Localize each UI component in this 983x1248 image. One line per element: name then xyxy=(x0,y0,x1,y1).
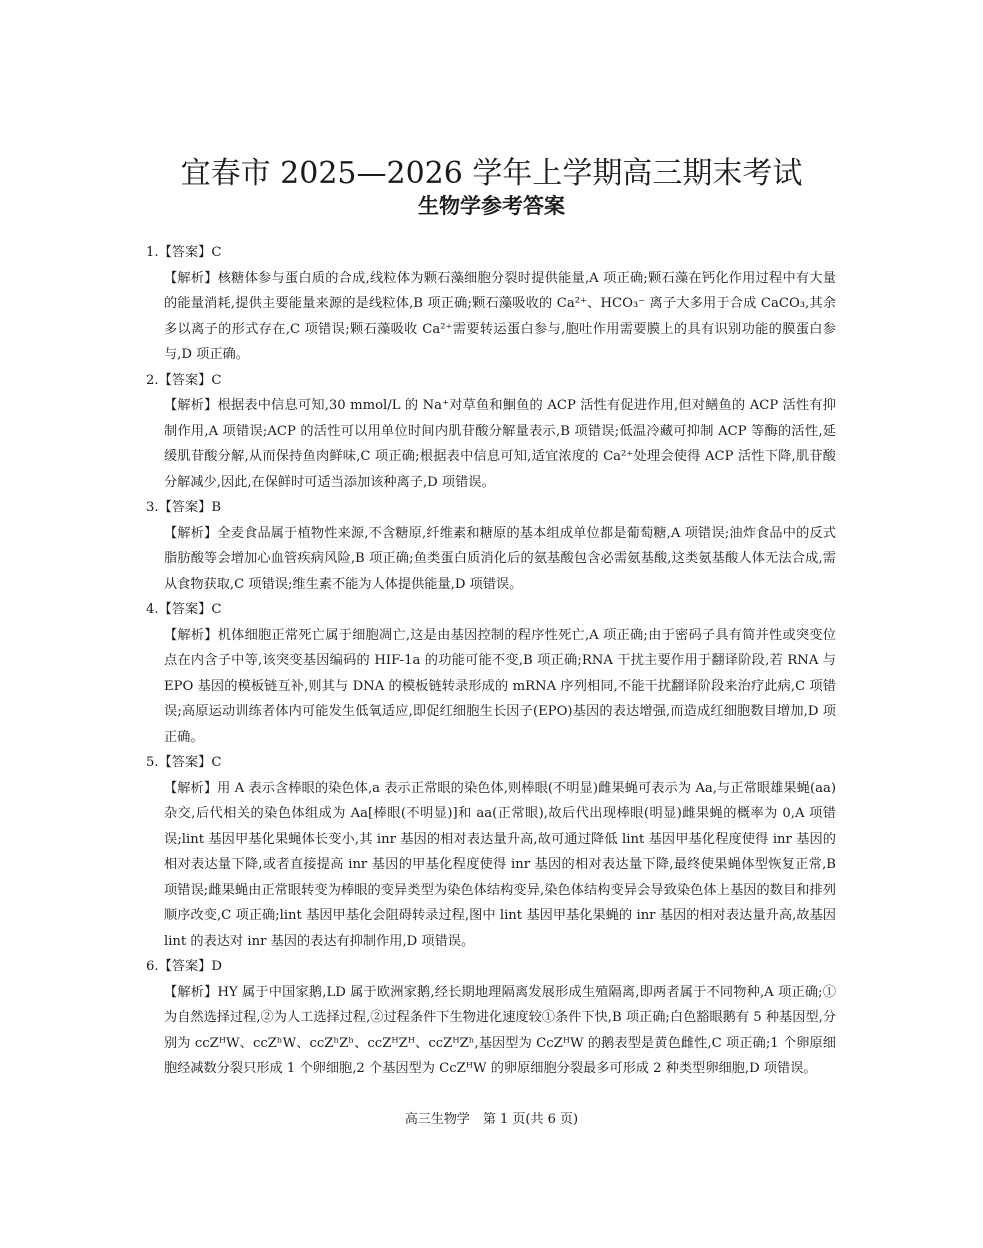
page-title: 宜春市 2025—2026 学年上学期高三期末考试 xyxy=(180,156,803,191)
explanation-text: 【解析】根据表中信息可知,30 mmol/L 的 Na⁺对草鱼和鮰鱼的 ACP 活性有促进作用,但对鳝鱼的 ACP 活性有抑制作用,A 项错误;ACP 的活性可以用单位时间内肌苷酸分解量表示,B 项错误;低温冷藏可抑制 ACP 等酶的活性,延缓肌苷酸分解,从而保持鱼肉鲜味,C 项正确;根据表中信息可知,适宜浓度的 Ca²⁺处理会使得 ACP 活性下降,肌苷酸分解减少,因此,在保鲜时可适当添加该种离子,D 项错误。 xyxy=(164,398,836,490)
page-subtitle: 生物学参考答案 xyxy=(418,194,565,218)
explanation-text: 【解析】HY 属于中国家鹅,LD 属于欧洲家鹅,经长期地理隔离发展形成生殖隔离,即两者属于不同物种,A 项正确;①为自然选择过程,②为人工选择过程,②过程条件下生物进化速度较①条件下快,B 项正确;白色豁眼鹅有 5 种基因型,分别为 ccZᴴW、ccZʰW、ccZʰZʰ、ccZᴴZᴴ、ccZᴴZʰ,基因型为 CcZᴴW 的鹅表型是黄色雌性,C 项正确;1 个卵原细胞经减数分裂只形成 1 个卵细胞,2 个基因型为 CcZᴴW 的卵原细胞分裂最多可形成 2 种类型卵细胞,D 项错误。 xyxy=(164,984,836,1076)
answer-line: 1.【答案】C xyxy=(146,245,222,260)
explanation-text: 【解析】全麦食品属于植物性来源,不含糖原,纤维素和糖原的基本组成单位都是葡萄糖,A 项错误;油炸食品中的反式脂肪酸等会增加心血管疾病风险,B 项正确;鱼类蛋白质消化后的氨基酸包含必需氨基酸,这类氨基酸人体无法合成,需从食物获取,C 项错误;维生素不能为人体提供能量,D 项错误。 xyxy=(164,525,836,592)
explanation-text: 【解析】核糖体参与蛋白质的合成,线粒体为颗石藻细胞分裂时提供能量,A 项正确;颗石藻在钙化作用过程中有大量的能量消耗,提供主要能量来源的是线粒体,B 项正确;颗石藻吸收的 Ca²⁺、HCO₃⁻ 离子大多用于合成 CaCO₃,其余多以离子的形式存在,C 项错误;颗石藻吸收 Ca²⁺需要转运蛋白参与,胞吐作用需要膜上的具有识别功能的膜蛋白参与,D 项正确。 xyxy=(164,270,836,362)
answer-line: 2.【答案】C xyxy=(146,372,222,388)
explanation-text: 【解析】用 A 表示含棒眼的染色体,a 表示正常眼的染色体,则棒眼(不明显)雌果蝇可表示为 Aa,与正常眼雄果蝇(aa)杂交,后代相关的染色体组成为 Aa[棒眼(不明显)]和 aa(正常眼),故后代出现棒眼(明显)雌果蝇的概率为 0,A 项错误;lint 基因甲基化果蝇体长变小,其 inr 基因的相对表达量升高,故可通过降低 lint 基因甲基化程度使得 inr 基因的相对表达量下降,或者直接提高 inr 基因的甲基化程度使得 inr 基因的相对表达量下降,最终使果蝇体型恢复正常,B 项错误;雌果蝇由正常眼转变为棒眼的变异类型为染色体结构变异,染色体结构变异会导致染色体上基因的数目和排列顺序改变,C 项正确;lint 基因甲基化会阻碍转录过程,图中 lint 基因甲基化果蝇的 inr 基因的相对表达量升高,故基因 lint 的表达对 inr 基因的表达有抑制作用,D 项错误。 xyxy=(164,780,836,949)
answer-list xyxy=(146,240,836,1082)
question-6 xyxy=(146,954,836,1082)
question-3 xyxy=(146,495,836,597)
question-1 xyxy=(146,240,836,368)
page-footer: 高三生物学 第 1 页(共 6 页) xyxy=(404,1112,579,1127)
question-4 xyxy=(146,597,836,750)
answer-line: 6.【答案】D xyxy=(146,959,222,974)
question-2 xyxy=(146,368,836,496)
answer-line: 5.【答案】C xyxy=(146,755,222,770)
question-5 xyxy=(146,750,836,954)
answer-line: 4.【答案】C xyxy=(146,602,222,617)
answer-line: 3.【答案】B xyxy=(146,500,222,515)
explanation-text: 【解析】机体细胞正常死亡属于细胞凋亡,这是由基因控制的程序性死亡,A 项正确;由于密码子具有简并性或突变位点在内含子中等,该突变基因编码的 HIF-1a 的功能可能不变,B 项正确;RNA 干扰主要作用于翻译阶段,若 RNA 与 EPO 基因的模板链互补,则其与 DNA 的模板链转录形成的 mRNA 序列相同,不能干扰翻译阶段来治疗此病,C 项错误;高原运动训练者体内可能发生低氧适应,即促红细胞生长因子(EPO)基因的表达增强,而造成红细胞数目增加,D 项正确。 xyxy=(164,627,836,745)
